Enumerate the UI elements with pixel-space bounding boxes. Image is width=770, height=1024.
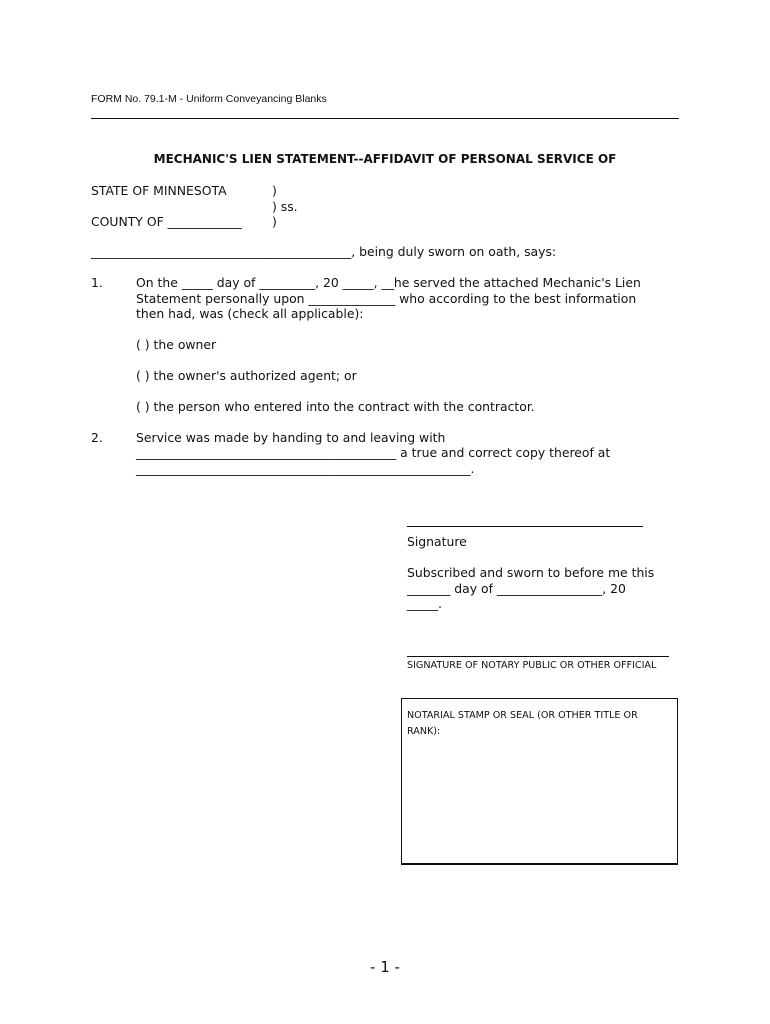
item-2-line-1: Service was made by handing to and leaving with bbox=[136, 430, 446, 445]
form-number: FORM No. 79.1-M - Uniform Conveyancing Blanks bbox=[91, 93, 327, 105]
header-rule bbox=[91, 118, 679, 119]
item-2-number: 2. bbox=[91, 430, 103, 445]
notary-signature-line bbox=[407, 656, 669, 657]
signature-label: Signature bbox=[407, 534, 467, 549]
venue-ss: ) ss. bbox=[272, 199, 298, 214]
item-1-line-2: Statement personally upon ______________ who according to the best information bbox=[136, 291, 637, 306]
notarial-stamp-box bbox=[401, 698, 678, 865]
sworn-line-2: _______ day of _________________, 20 bbox=[407, 581, 626, 596]
item-2-line-2: __________________________________________ a true and correct copy thereof at bbox=[136, 445, 611, 460]
document-title: MECHANIC'S LIEN STATEMENT--AFFIDAVIT OF PERSONAL SERVICE OF bbox=[153, 152, 617, 166]
signature-line bbox=[407, 526, 643, 527]
sworn-line-3: _____. bbox=[407, 596, 442, 611]
option-contract-party-checkbox[interactable]: ( ) the person who entered into the contract with the contractor. bbox=[136, 399, 535, 414]
item-2-line-3: ______________________________________________________. bbox=[136, 461, 475, 476]
affiant-statement: __________________________________________, being duly sworn on oath, says: bbox=[91, 244, 557, 259]
sworn-line-1: Subscribed and sworn to before me this bbox=[407, 565, 655, 580]
notarial-stamp-label: NOTARIAL STAMP OR SEAL (OR OTHER TITLE OR RANK): bbox=[407, 710, 638, 737]
venue-paren-1: ) bbox=[272, 183, 277, 198]
item-1-line-3: then had, was (check all applicable): bbox=[136, 306, 364, 321]
option-owner-checkbox[interactable]: ( ) the owner bbox=[136, 337, 217, 352]
item-1-number: 1. bbox=[91, 275, 103, 290]
notary-signature-label: SIGNATURE OF NOTARY PUBLIC OR OTHER OFFICIAL bbox=[407, 660, 657, 671]
venue-state: STATE OF MINNESOTA bbox=[91, 183, 227, 198]
item-1-line-1: On the _____ day of _________, 20 _____, __he served the attached Mechanic's Lien bbox=[136, 275, 641, 290]
option-authorized-agent-checkbox[interactable]: ( ) the owner's authorized agent; or bbox=[136, 368, 357, 383]
venue-paren-3: ) bbox=[272, 214, 277, 229]
page-number: - 1 - bbox=[370, 958, 400, 976]
venue-county: COUNTY OF ____________ bbox=[91, 214, 242, 229]
